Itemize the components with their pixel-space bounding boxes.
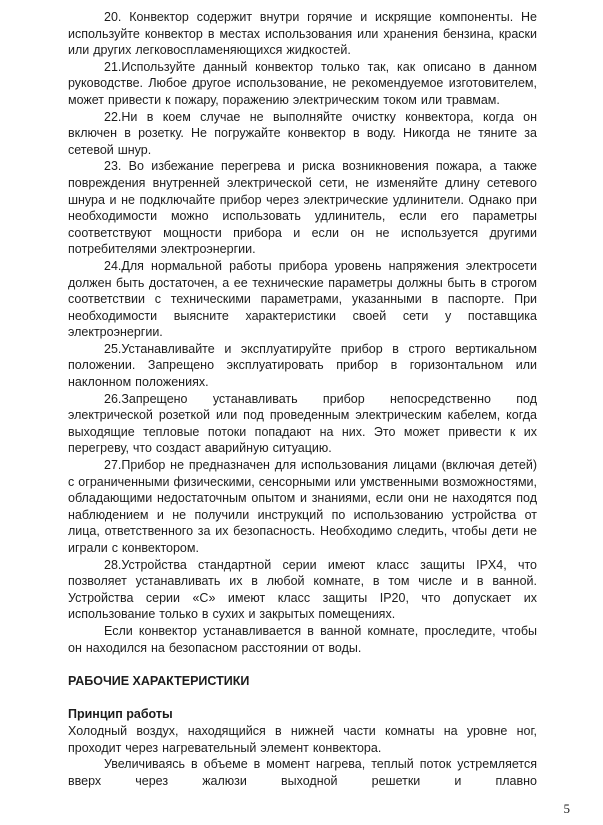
paragraph-item-26: 26.Запрещено устанавливать прибор непосредственно под электрической розеткой или под проведенным электрическим кабелем, когда выходящие тепловые потоки попадают на них. Это может привести к их перегреву, что создаст аварийную ситуацию.	[68, 391, 537, 456]
paragraph-principle-2: Увеличиваясь в объеме в момент нагрева, теплый поток устремляется вверх через жалюзи выходной решетки и плавно	[68, 757, 537, 788]
paragraph-principle-1: Холодный воздух, находящийся в нижней части комнаты на уровне ног, проходит через нагревательный элемент конвектора.	[68, 723, 537, 755]
paragraph-item-20: 20. Конвектор содержит внутри горячие и искрящие компоненты. Не используйте конвектор в местах использования или хранения бензина, краски или других легковоспламеняющихся жидкостей.	[68, 10, 537, 58]
paragraph-bathroom-note: Если конвектор устанавливается в ванной комнате, проследите, чтобы он находился на безопасном расстоянии от воды.	[68, 623, 537, 655]
paragraph-item-23: 23. Во избежание перегрева и риска возникновения пожара, а также повреждения внутренней электрической сети, не изменяйте длину сетевого шнура и не подключайте прибор через электрические удлинители. Однако при необходимости можно использовать удлинитель, если его параметры соответствуют мощности прибора и если он не используется другими потребителями электроэнергии.	[68, 159, 537, 257]
paragraph-item-22: 22.Ни в коем случае не выполняйте очистку конвектора, когда он включен в розетку. Не погружайте конвектор в воду. Никогда не тяните за сетевой шнур.	[68, 109, 537, 157]
page-number: 5	[563, 801, 570, 817]
paragraph-item-21: 21.Используйте данный конвектор только так, как описано в данном руководстве. Любое другое использование, не рекомендуемое изготовителем, может привести к пожару, поражению электрическим током или травмам.	[68, 59, 537, 107]
section-heading: РАБОЧИЕ ХАРАКТЕРИСТИКИ	[68, 674, 250, 689]
subsection-heading: Принцип работы	[68, 707, 173, 722]
paragraph-item-24: 24.Для нормальной работы прибора уровень напряжения электросети должен быть достаточен, а ее технические параметры должны быть в строгом соответствии с техническими параметрами, указанными в паспорте. При необходимости выясните характеристики своей сети у поставщика электроэнергии.	[68, 258, 537, 340]
paragraph-item-25: 25.Устанавливайте и эксплуатируйте прибор в строго вертикальном положении. Запрещено эксплуатировать прибор в горизонтальном или наклонном положениях.	[68, 341, 537, 390]
paragraph-item-28: 28.Устройства стандартной серии имеют класс защиты IPX4, что позволяет устанавливать их в любой комнате, в том числе и в ванной. Устройства серии «С» имеют класс защиты IP20, что допускает их использование только в сухих и закрытых помещениях.	[68, 557, 537, 622]
paragraph-item-27: 27.Прибор не предназначен для использования лицами (включая детей) с ограниченными физическими, сенсорными или умственными возможностями, обладающими недостаточным опытом и знаниями, если они не находятся под наблюдением и не получили инструкций по использованию устройства от лица, ответственного за их безопасность. Необходимо следить, чтобы дети не играли с конвектором.	[68, 458, 537, 555]
